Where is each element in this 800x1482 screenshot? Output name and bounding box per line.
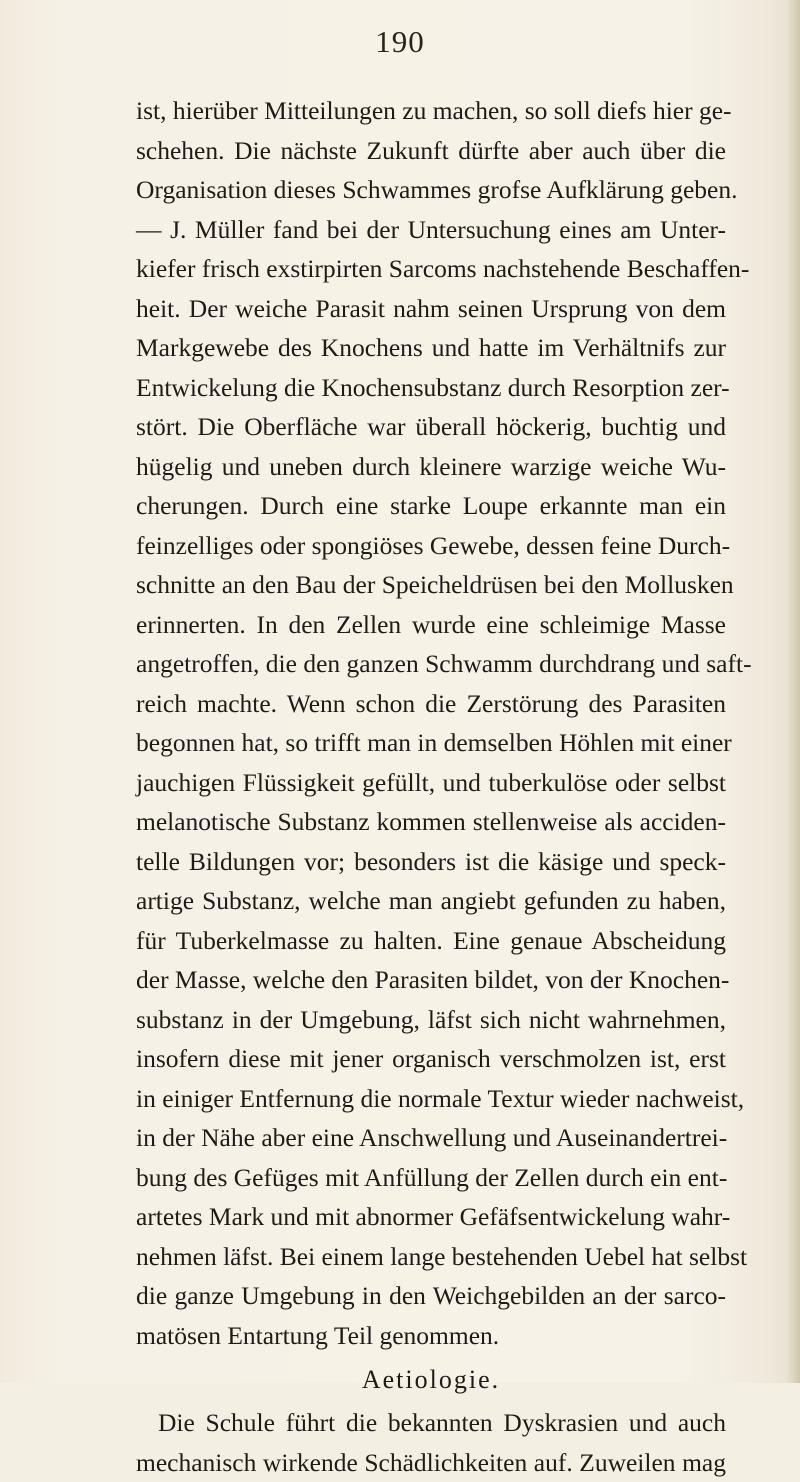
text-line: — J. Müller fand bei der Untersuchung eines am Unter- bbox=[136, 210, 726, 250]
paragraph-2 bbox=[136, 1403, 726, 1482]
text-line: telle Bildungen vor; besonders ist die käsige und speck- bbox=[136, 842, 726, 882]
section-heading: Aetiologie. bbox=[136, 1357, 726, 1403]
text-line: bung des Gefüges mit Anfüllung der Zellen durch ein ent- bbox=[136, 1158, 726, 1198]
text-line: in der Nähe aber eine Anschwellung und Auseinandertrei- bbox=[136, 1118, 726, 1158]
text-line: artige Substanz, welche man angiebt gefunden zu haben, bbox=[136, 881, 726, 921]
page-number: 190 bbox=[0, 24, 800, 60]
text-line: feinzelliges oder spongiöses Gewebe, dessen feine Durch- bbox=[136, 526, 726, 566]
text-line: angetroffen, die den ganzen Schwamm durchdrang und saft- bbox=[136, 644, 726, 684]
text-line: in einiger Entfernung die normale Textur wieder nachweist, bbox=[136, 1079, 726, 1119]
text-line: heit. Der weiche Parasit nahm seinen Ursprung von dem bbox=[136, 289, 726, 329]
text-line: kiefer frisch exstirpirten Sarcoms nachstehende Beschaffen- bbox=[136, 249, 726, 289]
text-line: artetes Mark und mit abnormer Gefäfsentwickelung wahr- bbox=[136, 1197, 726, 1237]
text-line: die ganze Umgebung in den Weichgebilden an der sarco- bbox=[136, 1276, 726, 1316]
text-line: jauchigen Flüssigkeit gefüllt, und tuberkulöse oder selbst bbox=[136, 763, 726, 803]
text-line: Organisation dieses Schwammes grofse Aufklärung geben. bbox=[136, 170, 726, 210]
text-line: mechanisch wirkende Schädlichkeiten auf. Zuweilen mag bbox=[136, 1443, 726, 1482]
text-line: stört. Die Oberfläche war überall höckerig, buchtig und bbox=[136, 407, 726, 447]
text-line: schnitte an den Bau der Speicheldrüsen bei den Mollusken bbox=[136, 565, 726, 605]
text-line: cherungen. Durch eine starke Loupe erkannte man ein bbox=[136, 486, 726, 526]
text-line: Markgewebe des Knochens und hatte im Verhältnifs zur bbox=[136, 328, 726, 368]
text-line: der Masse, welche den Parasiten bildet, von der Knochen- bbox=[136, 960, 726, 1000]
text-line: melanotische Substanz kommen stellenweise als acciden- bbox=[136, 802, 726, 842]
text-line: insofern diese mit jener organisch verschmolzen ist, erst bbox=[136, 1039, 726, 1079]
paragraph-1 bbox=[136, 91, 726, 1355]
text-line: schehen. Die nächste Zukunft dürfte aber auch über die bbox=[136, 131, 726, 171]
page-edge-shadow bbox=[786, 0, 800, 1383]
text-line: erinnerten. In den Zellen wurde eine schleimige Masse bbox=[136, 605, 726, 645]
text-line: matösen Entartung Teil genommen. bbox=[136, 1316, 726, 1356]
text-line: reich machte. Wenn schon die Zerstörung des Parasiten bbox=[136, 684, 726, 724]
text-line: nehmen läfst. Bei einem lange bestehenden Uebel hat selbst bbox=[136, 1237, 726, 1277]
text-line: hügelig und uneben durch kleinere warzige weiche Wu- bbox=[136, 447, 726, 487]
text-line: Die Schule führt die bekannten Dyskrasien und auch bbox=[136, 1403, 726, 1443]
text-line: ist, hierüber Mitteilungen zu machen, so soll diefs hier ge- bbox=[136, 91, 726, 131]
text-line: Entwickelung die Knochensubstanz durch Resorption zer- bbox=[136, 368, 726, 408]
body-text bbox=[136, 91, 726, 1482]
text-line: für Tuberkelmasse zu halten. Eine genaue Abscheidung bbox=[136, 921, 726, 961]
text-line: substanz in der Umgebung, läfst sich nicht wahrnehmen, bbox=[136, 1000, 726, 1040]
text-line: begonnen hat, so trifft man in demselben Höhlen mit einer bbox=[136, 723, 726, 763]
